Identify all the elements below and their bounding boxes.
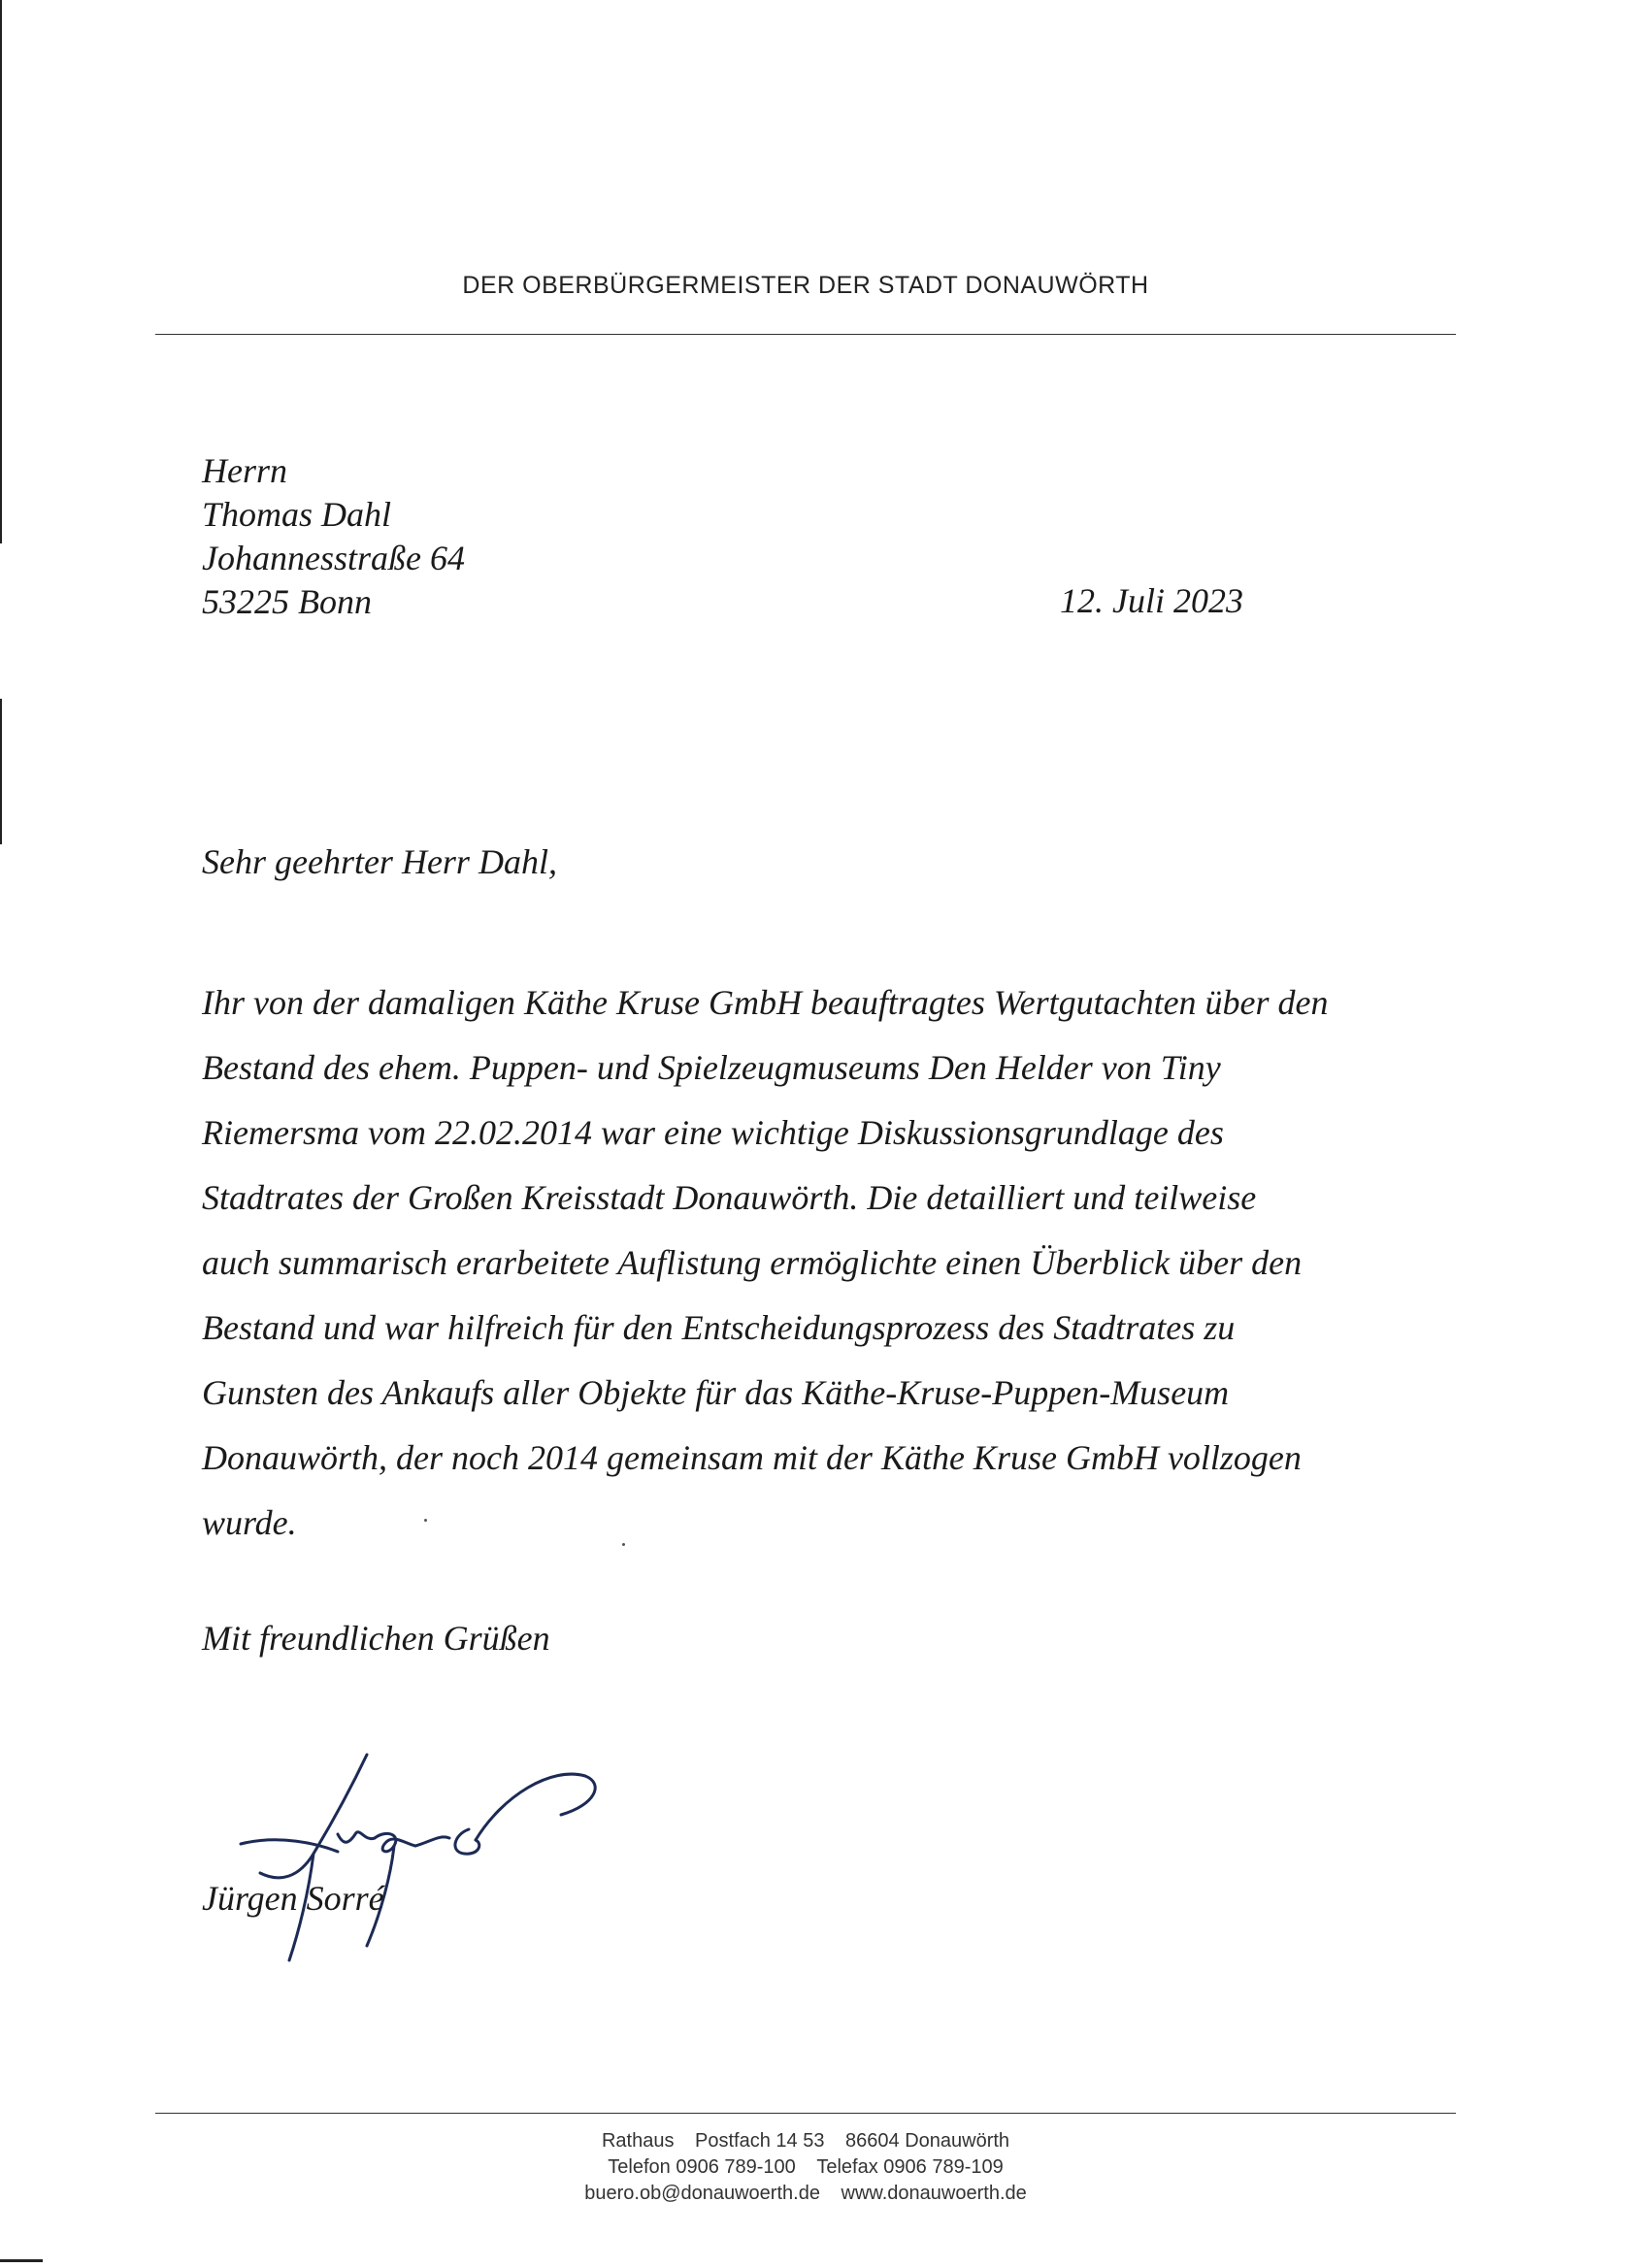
body-line: Riemersma vom 22.02.2014 war eine wichtige Diskussionsgrundlage des: [202, 1113, 1224, 1152]
recipient-address: [202, 449, 465, 624]
footer-building: Rathaus: [601, 2130, 675, 2152]
scan-edge-mark: [0, 0, 2, 543]
recipient-salutation-line: Herrn: [202, 451, 287, 490]
scan-speck: [622, 1543, 625, 1546]
body-line: Stadtrates der Großen Kreisstadt Donauwörth. Die detailliert und teilweise: [202, 1178, 1257, 1217]
closing-phrase: Mit freundlichen Grüßen: [202, 1619, 550, 1658]
footer-rule: [155, 2113, 1456, 2114]
body-line: Gunsten des Ankaufs aller Objekte für das Käthe-Kruse-Puppen-Museum: [202, 1373, 1230, 1412]
footer-telephone: Telefon 0906 789-100: [608, 2156, 796, 2178]
body-line: Ihr von der damaligen Käthe Kruse GmbH beauftragtes Wertgutachten über den: [202, 983, 1329, 1022]
footer-contact-line: [155, 2181, 1456, 2207]
footer-phone-line: [155, 2154, 1456, 2181]
letterhead-title: DER OBERBÜRGERMEISTER DER STADT DONAUWÖRTH: [462, 272, 1149, 299]
letter-body: [202, 970, 1329, 1556]
footer-fax: Telefax 0906 789-109: [816, 2156, 1004, 2178]
body-line: Bestand und war hilfreich für den Entscheidungsprozess des Stadtrates zu: [202, 1308, 1236, 1347]
recipient-name: Thomas Dahl: [202, 495, 392, 534]
letterhead-footer: [155, 2128, 1456, 2207]
scan-speck: [424, 1519, 427, 1522]
body-line: Bestand des ehem. Puppen- und Spielzeugmuseums Den Helder von Tiny: [202, 1048, 1221, 1087]
footer-po-box: Postfach 14 53: [695, 2130, 825, 2152]
header-rule: [155, 334, 1456, 335]
salutation: Sehr geehrter Herr Dahl,: [202, 842, 557, 881]
letter-date: 12. Juli 2023: [1060, 581, 1243, 620]
recipient-city: 53225 Bonn: [202, 582, 372, 621]
body-line: auch summarisch erarbeitete Auflistung ermöglichte einen Überblick über den: [202, 1243, 1303, 1282]
footer-email: buero.ob@donauwoerth.de: [584, 2183, 820, 2204]
footer-website: www.donauwoerth.de: [841, 2183, 1027, 2204]
handwritten-signature: [221, 1737, 610, 1970]
scan-edge-mark: [0, 2259, 43, 2262]
body-line: Donauwörth, der noch 2014 gemeinsam mit der Käthe Kruse GmbH vollzogen: [202, 1438, 1302, 1477]
scan-edge-mark: [0, 699, 2, 844]
body-line: wurde.: [202, 1503, 297, 1542]
footer-address-line: [155, 2128, 1456, 2154]
recipient-street: Johannesstraße 64: [202, 539, 465, 577]
signer-name: Jürgen Sorré: [202, 1879, 384, 1918]
footer-postal-city: 86604 Donauwörth: [845, 2130, 1010, 2152]
